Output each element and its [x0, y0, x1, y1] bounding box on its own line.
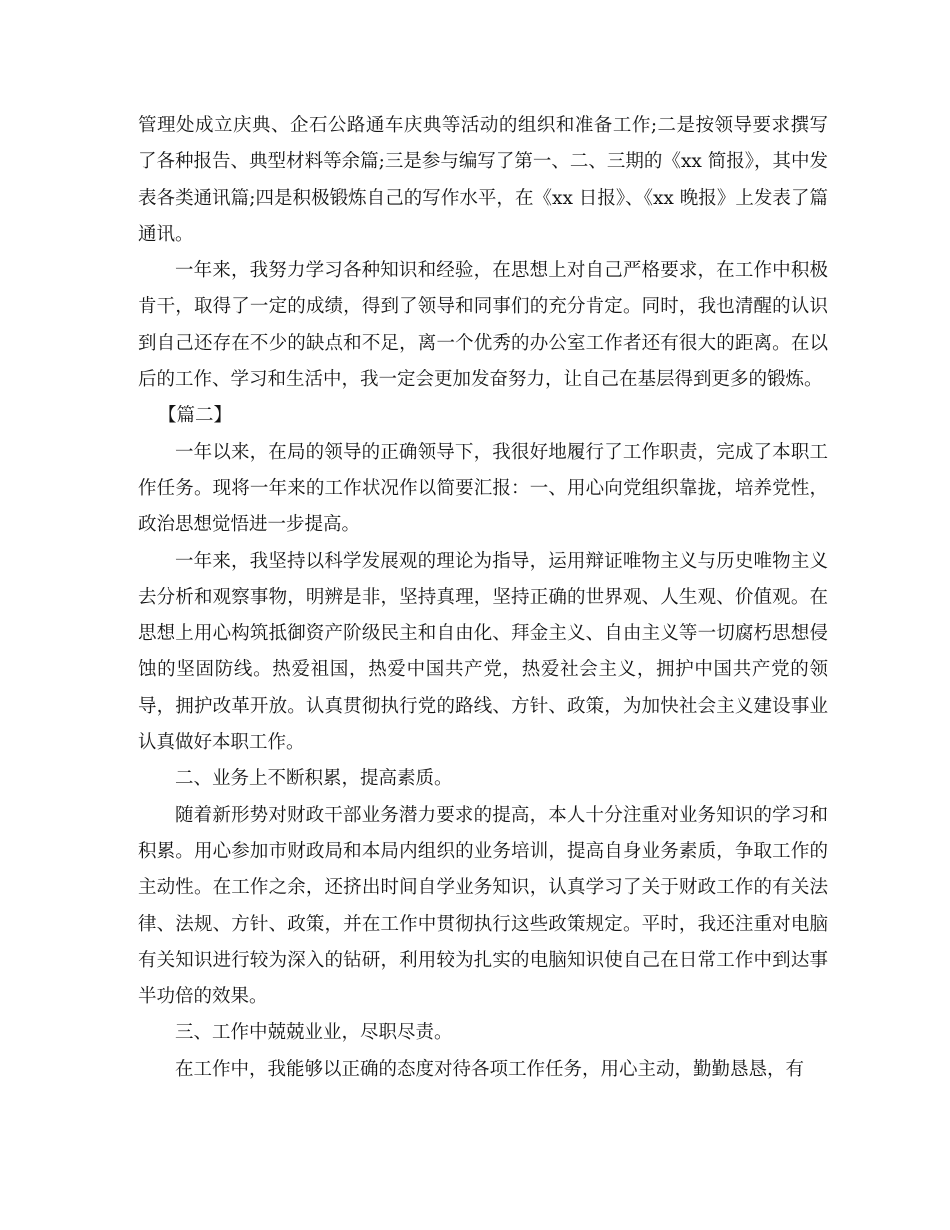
paragraph-intro: 一年以来，在局的领导的正确领导下，我很好地履行了工作职责，完成了本职工作任务。现将一年来的工作状况作以简要汇报：一、用心向党组织靠拢，培养党性，政治思想觉悟进一步提高。 — [138, 441, 828, 536]
paragraph-business: 随着新形势对财政干部业务潜力要求的提高，本人十分注重对业务知识的学习和积累。用心参加市财政局和本局内组织的业务培训，提高自身业务素质，争取工作的主动性。在工作之余，还挤出时间自学业务知识，认真学习了关于财政工作的有关法律、法规、方针、政策，并在工作中贯彻执行这些政策规定。平时，我还注重对电脑有关知识进行较为深入的钻研，利用较为扎实的电脑知识使自己在日常工作中到达事半功倍的效果。 — [138, 804, 828, 1008]
paragraph-summary: 一年来，我努力学习各种知识和经验，在思想上对自己严格要求，在工作中积极肯干，取得了一定的成绩，得到了领导和同事们的充分肯定。同时，我也清醒的认识到自己还存在不少的缺点和不足，离一个优秀的办公室工作者还有很大的距离。在以后的工作、学习和生活中，我一定会更加发奋努力，让自己在基层得到更多的锻炼。 — [138, 260, 828, 391]
subheading-business: 二、业务上不断积累，提高素质。 — [175, 768, 453, 790]
subheading-work: 三、工作中兢兢业业，尽职尽责。 — [175, 1022, 453, 1044]
paragraph-ideology: 一年来，我坚持以科学发展观的理论为指导，运用辩证唯物主义与历史唯物主义去分析和观察事物，明辨是非，坚持真理，坚持正确的世界观、人生观、价值观。在思想上用心构筑抵御资产阶级民主和自由化、拜金主义、自由主义等一切腐朽思想侵蚀的坚固防线。热爱祖国，热爱中国共产党，热爱社会主义，拥护中国共产党的领导，拥护改革开放。认真贯彻执行党的路线、方针、政策，为加快社会主义建设事业认真做好本职工作。 — [138, 550, 828, 754]
section-heading: 【篇二】 — [158, 405, 233, 427]
paragraph-continuation: 管理处成立庆典、企石公路通车庆典等活动的组织和准备工作;二是按领导要求撰写了各种报告、典型材料等余篇;三是参与编写了第一、二、三期的《xx 简报》，其中发表各类通讯篇;四是积极锻炼自己的写作水平，在《xx 日报》、《xx 晚报》上发表了篇通讯。 — [138, 115, 828, 245]
paragraph-work: 在工作中，我能够以正确的态度对待各项工作任务，用心主动，勤勤恳恳，有 — [175, 1058, 805, 1080]
document-body — [138, 108, 828, 1088]
